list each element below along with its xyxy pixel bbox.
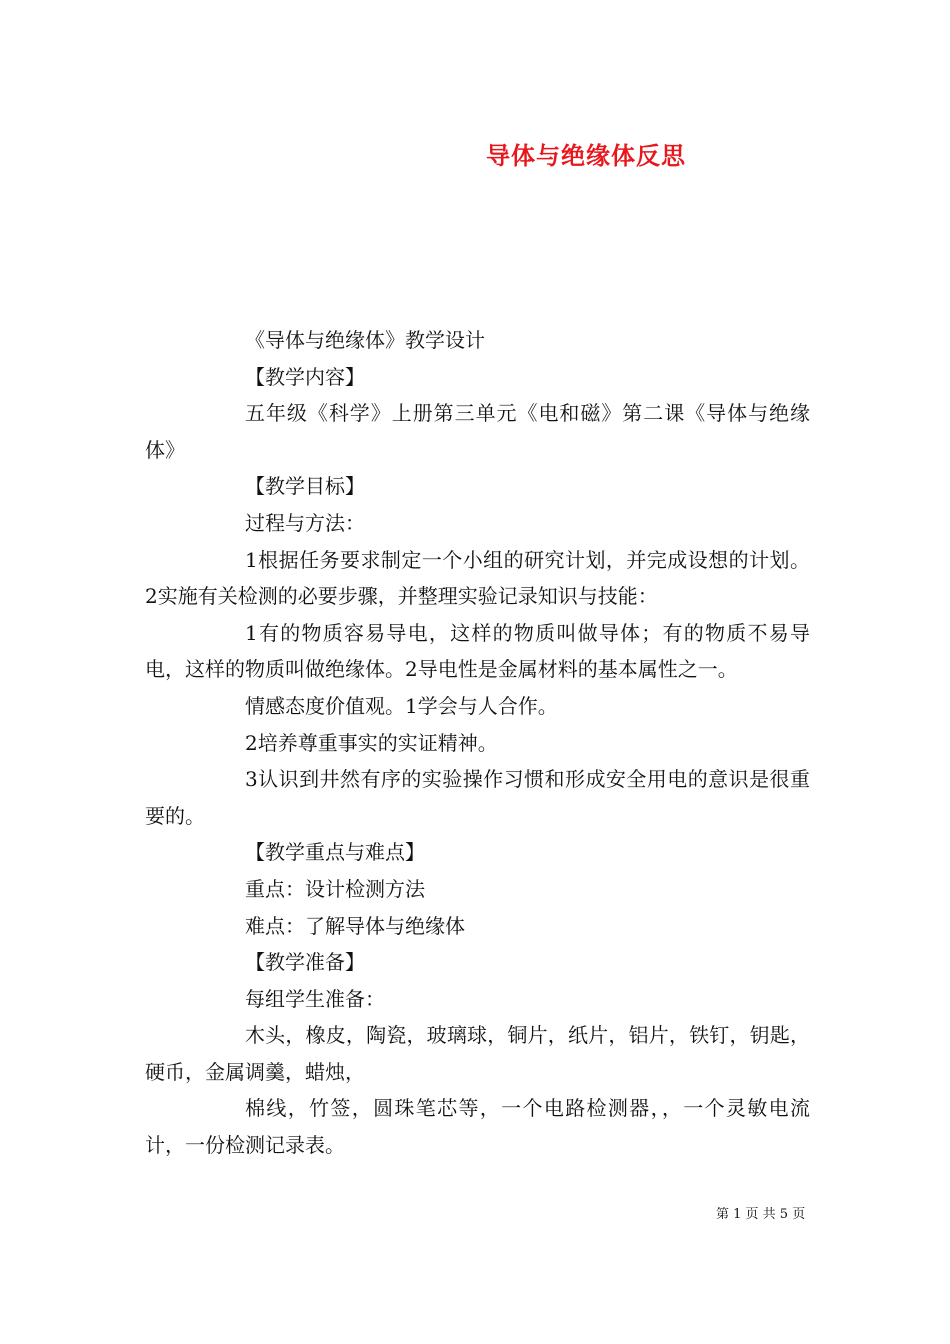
paragraph-attitude: 情感态度价值观。1学会与人合作。 [245,693,558,718]
paragraph-difficulty: 难点：了解导体与绝缘体 [245,913,465,938]
paragraph-content: 五年级《科学》上册第三单元《电和磁》第二课《导体与绝缘体》 [145,401,810,462]
paragraph-materials-2: 棉线，竹签，圆珠笔芯等，一个电路检测器，，一个灵敏电流计，一份检测记录表。 [145,1096,810,1158]
document-body [145,322,810,1164]
paragraph-goal-1: 1根据任务要求制定一个小组的研究计划，并完成设想的计划。2实施有关检测的必要步骤，并整理实验记录知识与技能： [145,547,810,609]
section-heading-content: 【教学内容】 [245,364,365,389]
paragraph-attitude-2: 2培养尊重事实的实证精神。 [245,730,498,755]
paragraph-preparation-intro: 每组学生准备： [245,986,385,1011]
paragraph-materials-1: 木头，橡皮，陶瓷，玻璃球，铜片，纸片，铝片，铁钉，钥匙，硬币，金属调羹，蜡烛， [145,1023,810,1084]
section-heading-goals: 【教学目标】 [245,474,365,499]
section-heading-key-points: 【教学重点与难点】 [245,840,425,865]
paragraph-design-heading: 《导体与绝缘体》教学设计 [245,328,485,352]
paragraph-process-method: 过程与方法： [245,510,365,535]
page-number: 第 1 页 共 5 页 [716,1207,806,1222]
paragraph-goal-2: 1有的物质容易导电，这样的物质叫做导体；有的物质不易导电，这样的物质叫做绝缘体。2导电性是金属材料的基本属性之一。 [145,620,810,682]
section-heading-preparation: 【教学准备】 [245,950,365,975]
document-title: 导体与绝缘体反思 [486,142,686,170]
paragraph-attitude-3: 3认识到井然有序的实验操作习惯和形成安全用电的意识是很重要的。 [145,767,810,828]
paragraph-key-point: 重点：设计检测方法 [245,876,425,901]
